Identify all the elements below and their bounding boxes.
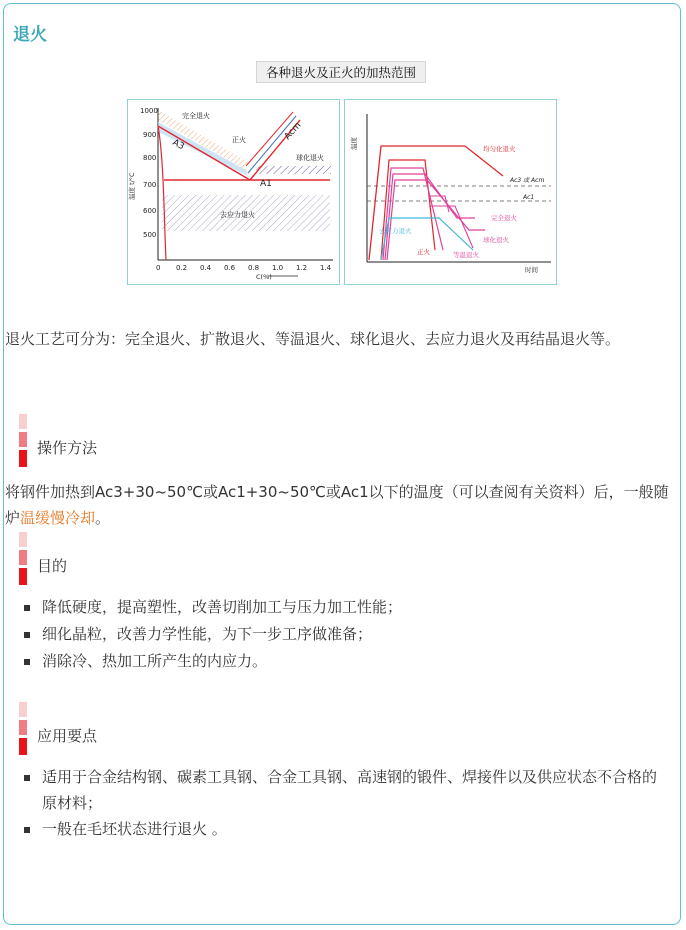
x-tick: 1.2: [296, 264, 308, 272]
section-marker: [19, 702, 27, 755]
label-ac1: Ac1: [523, 194, 535, 201]
label-a1: A1: [260, 179, 272, 189]
y-axis-label: 温度 t/°C: [128, 172, 136, 200]
list-item: 适用于合金结构钢、碳素工具钢、合金工具钢、高速钢的锻件、焊接件以及供应状态不合格的原材料；: [20, 764, 670, 816]
x-tick: 0.6: [224, 264, 236, 272]
label-acm: Acm: [282, 120, 304, 143]
section-marker: [19, 414, 27, 467]
x-tick: 1.4: [320, 264, 332, 272]
label-homogenize: 均匀化退火: [483, 145, 516, 153]
x-axis-label: C(%): [256, 273, 272, 281]
process-curves-figure: [344, 99, 557, 285]
x-tick: 0.8: [248, 264, 260, 272]
highlight-text: 温缓慢冷却: [20, 509, 96, 527]
process-curves-svg: [345, 100, 558, 286]
x-tick: 0.2: [176, 264, 188, 272]
label-isothermal: 等温退火: [453, 251, 479, 259]
label-spheroidize: 球化退火: [483, 236, 509, 244]
label-ac3-acm: Ac3 或 Acm: [510, 177, 545, 184]
list-item: 降低硬度，提高塑性，改善切削加工与压力加工性能；: [20, 594, 660, 621]
section-title: 退火: [13, 25, 47, 45]
y-tick: 500: [143, 231, 157, 239]
list-item: 消除冷、热加工所产生的内应力。: [20, 648, 660, 675]
x-axis-label: 时间: [525, 266, 538, 274]
purpose-heading: 目的: [37, 557, 68, 575]
label-normalize: 正火: [232, 136, 246, 144]
label-full-anneal: 完全退火: [182, 112, 210, 120]
x-tick: 0: [156, 264, 161, 272]
method-paragraph: 将钢件加热到Ac3+30~50℃或Ac1+30~50℃或Ac1以下的温度（可以查阅有关资料）后，一般随炉温缓慢冷却。: [5, 483, 669, 527]
y-tick: 800: [143, 154, 157, 162]
intro-paragraph: 退火工艺可分为：完全退火、扩散退火、等温退火、球化退火、去应力退火及再结晶退火等。: [5, 330, 621, 348]
label-stress-relief: 去应力退火: [379, 227, 412, 235]
label-a3: A3: [170, 137, 186, 153]
x-tick: 0.4: [200, 264, 212, 272]
phase-diagram-figure: [127, 99, 340, 285]
figure-caption: 各种退火及正火的加热范围: [256, 61, 426, 83]
y-axis-label: 温度: [350, 137, 358, 150]
purpose-list: [20, 594, 660, 675]
application-list: [20, 764, 670, 842]
label-spheroidize: 球化退火: [296, 154, 324, 162]
list-item: 一般在毛坯状态进行退火 。: [20, 816, 670, 842]
y-tick: 900: [143, 131, 157, 139]
label-full-anneal: 完全退火: [491, 214, 517, 222]
label-normalize: 正火: [417, 248, 430, 256]
list-item: 细化晶粒，改善力学性能，为下一步工序做准备；: [20, 621, 660, 648]
y-tick: 600: [143, 207, 157, 215]
method-heading: 操作方法: [37, 439, 98, 457]
y-tick: 1000: [140, 107, 158, 115]
application-heading: 应用要点: [37, 727, 98, 745]
phase-diagram-svg: [128, 100, 341, 286]
y-tick: 700: [143, 181, 157, 189]
x-tick: 1.0: [272, 264, 284, 272]
section-marker: [19, 532, 27, 585]
label-stress-relief: 去应力退火: [220, 211, 255, 219]
